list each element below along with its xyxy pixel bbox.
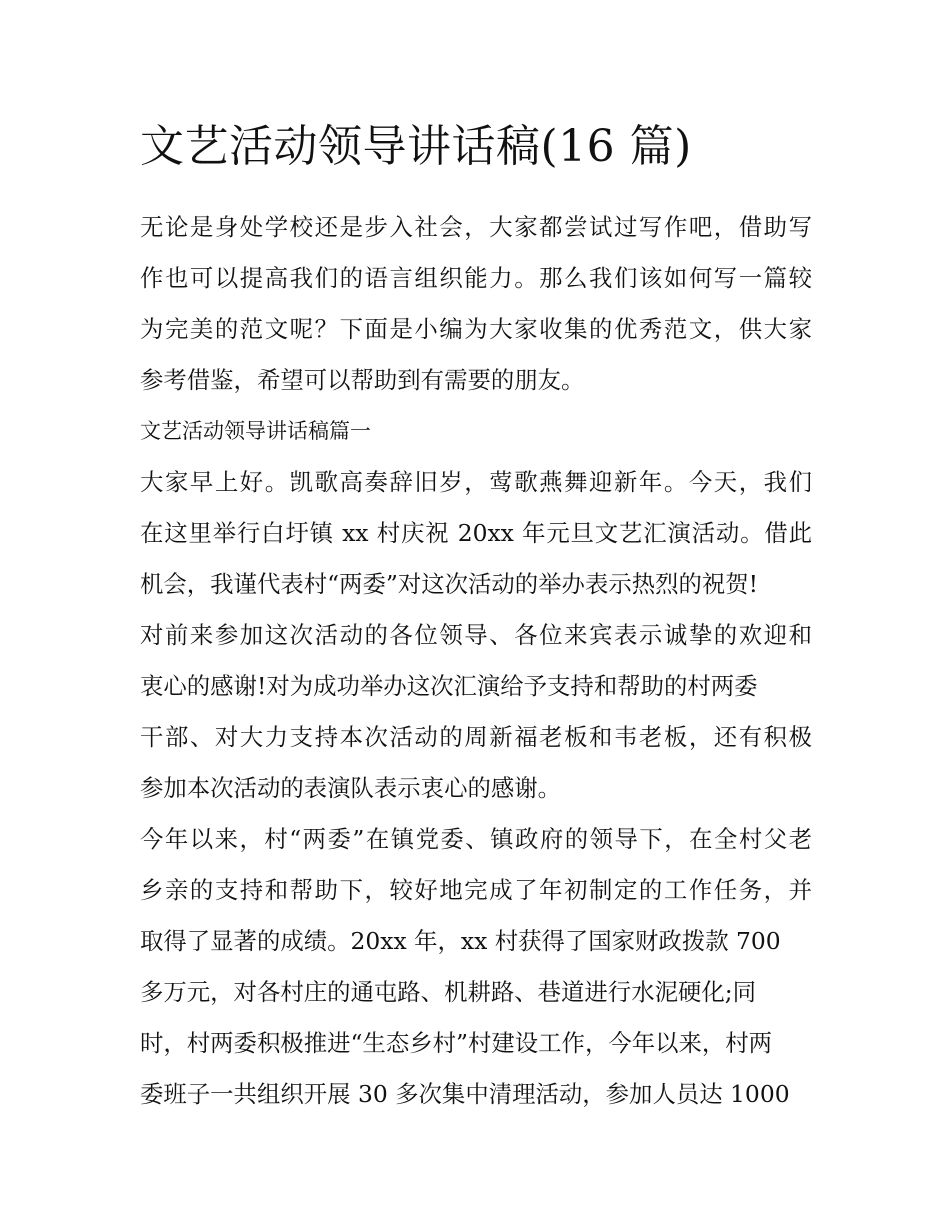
paragraph-line: 时，村两委积极推进“生态乡村”村建设工作，今年以来，村两 bbox=[140, 1029, 773, 1057]
intro-paragraph bbox=[140, 202, 812, 406]
paragraph-line: 对前来参加这次活动的各位领导、各位来宾表示诚挚的欢迎和 bbox=[140, 621, 812, 649]
paragraph-line: 在这里举行白圩镇 xx 村庆祝 20xx 年元旦文艺汇演活动。借此 bbox=[140, 519, 812, 547]
section-heading: 文艺活动领导讲话稿篇一 bbox=[140, 419, 371, 443]
paragraph-line: 参加本次活动的表演队表示衷心的感谢。 bbox=[140, 774, 562, 802]
paragraph-1 bbox=[140, 457, 812, 814]
paragraph-line: 衷心的感谢!对为成功举办这次汇演给予支持和帮助的村两委 bbox=[140, 672, 758, 700]
paragraph-line: 机会，我谨代表村“两委”对这次活动的举办表示热烈的祝贺! bbox=[140, 570, 759, 598]
intro-line: 作也可以提高我们的语言组织能力。那么我们该如何写一篇较 bbox=[140, 264, 812, 292]
document-title: 文艺活动领导讲话稿(16 篇) bbox=[140, 121, 692, 172]
paragraph-line: 委班子一共组织开展 30 多次集中清理活动，参加人员达 1000 bbox=[140, 1080, 790, 1108]
intro-line: 为完美的范文呢？下面是小编为大家收集的优秀范文，供大家 bbox=[140, 315, 812, 343]
intro-line: 无论是身处学校还是步入社会，大家都尝试过写作吧，借助写 bbox=[140, 213, 812, 241]
document-page bbox=[140, 112, 812, 1120]
intro-line: 参考借鉴，希望可以帮助到有需要的朋友。 bbox=[140, 366, 585, 394]
paragraph-line: 乡亲的支持和帮助下，较好地完成了年初制定的工作任务，并 bbox=[140, 876, 812, 904]
paragraph-line: 干部、对大力支持本次活动的周新福老板和韦老板，还有积极 bbox=[140, 723, 812, 751]
paragraph-line: 取得了显著的成绩。20xx 年，xx 村获得了国家财政拨款 700 bbox=[140, 927, 781, 955]
paragraph-line: 今年以来，村“两委”在镇党委、镇政府的领导下，在全村父老 bbox=[140, 825, 812, 853]
paragraph-2 bbox=[140, 814, 812, 1120]
paragraph-line: 大家早上好。凯歌高奏辞旧岁，莺歌燕舞迎新年。今天，我们 bbox=[140, 468, 812, 496]
paragraph-line: 多万元，对各村庄的通屯路、机耕路、巷道进行水泥硬化;同 bbox=[140, 978, 757, 1006]
